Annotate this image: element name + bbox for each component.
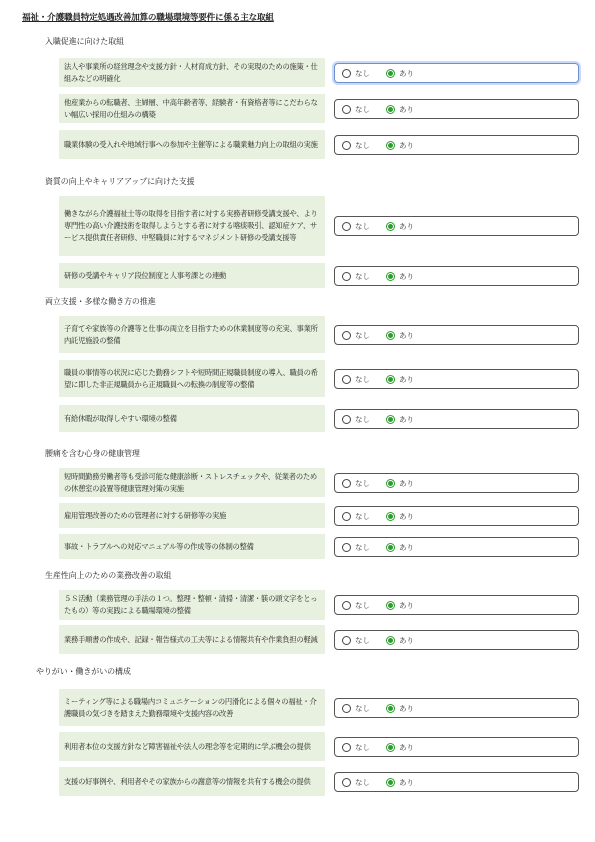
- question-label: 法人や事業所の経営理念や支援方針・人材育成方針、その実現のための施策・仕組みなどの明確化: [59, 58, 325, 87]
- radio-option-none[interactable]: [342, 414, 370, 425]
- radio-circle-icon[interactable]: [342, 479, 351, 488]
- radio-option-none[interactable]: [342, 374, 370, 385]
- radio-circle-icon[interactable]: [342, 141, 351, 150]
- radio-circle-icon[interactable]: [342, 543, 351, 552]
- radio-option-yes[interactable]: [386, 330, 414, 341]
- question-row: [59, 405, 579, 432]
- radio-label: なし: [355, 511, 370, 521]
- page-title: 福祉・介護職員特定処遇改善加算の職場環境等要件に係る主な取組: [22, 13, 274, 23]
- radio-option-none[interactable]: [342, 104, 370, 115]
- radio-option-none[interactable]: [342, 140, 370, 151]
- radio-circle-icon[interactable]: [386, 69, 395, 78]
- radio-label: なし: [355, 600, 370, 610]
- radio-circle-icon[interactable]: [386, 105, 395, 114]
- radio-option-none[interactable]: [342, 542, 370, 553]
- question-row: [59, 689, 579, 726]
- question-row: [59, 625, 579, 654]
- question-label: 事故・トラブルへの対応マニュアル等の作成等の体制の整備: [59, 534, 325, 559]
- radio-option-none[interactable]: [342, 600, 370, 611]
- question-row: [59, 732, 579, 761]
- radio-label: あり: [399, 542, 414, 552]
- question-label: 子育てや家族等の介護等と仕事の両立を目指すための休業制度等の充実、事業所内託児施設の整備: [59, 316, 325, 353]
- radio-label: あり: [399, 330, 414, 340]
- question-row: [59, 360, 579, 397]
- question-label: 雇用管理改善のための管理者に対する研修等の実施: [59, 503, 325, 528]
- radio-label: あり: [399, 742, 414, 752]
- radio-label: あり: [399, 271, 414, 281]
- radio-label: あり: [399, 777, 414, 787]
- radio-option-yes[interactable]: [386, 635, 414, 646]
- radio-circle-icon[interactable]: [342, 331, 351, 340]
- radio-option-yes[interactable]: [386, 478, 414, 489]
- question-row: [59, 130, 579, 159]
- radio-circle-icon[interactable]: [342, 636, 351, 645]
- radio-circle-icon[interactable]: [386, 743, 395, 752]
- radio-group: [334, 325, 579, 345]
- question-row: [59, 468, 579, 497]
- question-label: 研修の受講やキャリア段位制度と人事考課との連動: [59, 263, 325, 288]
- radio-option-none[interactable]: [342, 68, 370, 79]
- radio-option-yes[interactable]: [386, 414, 414, 425]
- radio-circle-icon[interactable]: [342, 222, 351, 231]
- radio-circle-icon[interactable]: [342, 601, 351, 610]
- radio-label: なし: [355, 374, 370, 384]
- question-row: [59, 316, 579, 353]
- radio-label: なし: [355, 635, 370, 645]
- radio-option-none[interactable]: [342, 703, 370, 714]
- radio-circle-icon[interactable]: [342, 743, 351, 752]
- radio-label: なし: [355, 104, 370, 114]
- radio-label: なし: [355, 68, 370, 78]
- question-row: [59, 196, 579, 256]
- radio-circle-icon[interactable]: [386, 415, 395, 424]
- radio-option-yes[interactable]: [386, 511, 414, 522]
- radio-circle-icon[interactable]: [386, 512, 395, 521]
- radio-label: あり: [399, 140, 414, 150]
- radio-label: なし: [355, 271, 370, 281]
- radio-label: なし: [355, 221, 370, 231]
- radio-option-yes[interactable]: [386, 221, 414, 232]
- radio-circle-icon[interactable]: [386, 479, 395, 488]
- question-row: [59, 534, 579, 559]
- radio-option-none[interactable]: [342, 330, 370, 341]
- radio-group: [334, 595, 579, 615]
- question-label: 利用者本位の支援方針など障害福祉や法人の理念等を定期的に学ぶ機会の提供: [59, 732, 325, 761]
- radio-label: あり: [399, 414, 414, 424]
- radio-option-yes[interactable]: [386, 271, 414, 282]
- radio-circle-icon[interactable]: [386, 141, 395, 150]
- radio-group: [334, 216, 579, 236]
- radio-group: [334, 369, 579, 389]
- radio-label: あり: [399, 600, 414, 610]
- radio-option-yes[interactable]: [386, 777, 414, 788]
- radio-group: [334, 473, 579, 493]
- radio-circle-icon[interactable]: [386, 704, 395, 713]
- question-label: 職業体験の受入れや地域行事への参加や主催等による職業魅力向上の取組の実施: [59, 130, 325, 159]
- question-label: 他産業からの転職者、主婦層、中高年齢者等、経験者・有資格者等にこだわらない幅広い採用の仕組みの構築: [59, 94, 325, 123]
- radio-circle-icon[interactable]: [342, 704, 351, 713]
- radio-label: あり: [399, 221, 414, 231]
- radio-circle-icon[interactable]: [342, 375, 351, 384]
- radio-label: なし: [355, 330, 370, 340]
- radio-circle-icon[interactable]: [386, 601, 395, 610]
- radio-label: あり: [399, 511, 414, 521]
- section-header: やりがい・働きがいの構成: [36, 667, 131, 676]
- radio-option-none[interactable]: [342, 271, 370, 282]
- radio-label: あり: [399, 703, 414, 713]
- radio-label: なし: [355, 742, 370, 752]
- radio-circle-icon[interactable]: [386, 331, 395, 340]
- radio-option-yes[interactable]: [386, 104, 414, 115]
- radio-group: [334, 506, 579, 526]
- section-header: 両立支援・多様な働き方の推進: [45, 297, 156, 306]
- radio-label: あり: [399, 104, 414, 114]
- question-row: [59, 58, 579, 87]
- question-label: 短時間勤務労働者等も受診可能な健康診断・ストレスチェックや、従業者のための休憩室の設置等健康管理対策の実施: [59, 468, 325, 497]
- radio-option-yes[interactable]: [386, 742, 414, 753]
- radio-option-none[interactable]: [342, 478, 370, 489]
- question-label: ５Ｓ活動（業務管理の手法の１つ。整理・整頓・清掃・清潔・躾の頭文字をとったもの）等の実践による職場環境の整備: [59, 590, 325, 620]
- radio-label: あり: [399, 478, 414, 488]
- radio-group: [334, 266, 579, 286]
- radio-group: [334, 537, 579, 557]
- radio-group: [334, 135, 579, 155]
- radio-group: [334, 63, 579, 83]
- radio-option-none[interactable]: [342, 777, 370, 788]
- radio-circle-icon[interactable]: [342, 778, 351, 787]
- question-row: [59, 767, 579, 796]
- radio-label: あり: [399, 635, 414, 645]
- section-header: 入職促進に向けた取組: [45, 37, 124, 46]
- radio-circle-icon[interactable]: [386, 375, 395, 384]
- radio-circle-icon[interactable]: [342, 512, 351, 521]
- radio-group: [334, 772, 579, 792]
- radio-circle-icon[interactable]: [342, 415, 351, 424]
- radio-label: なし: [355, 140, 370, 150]
- radio-option-yes[interactable]: [386, 703, 414, 714]
- radio-label: なし: [355, 414, 370, 424]
- radio-group: [334, 737, 579, 757]
- radio-circle-icon[interactable]: [386, 636, 395, 645]
- question-label: ミーティング等による職場内コミュニケーションの円滑化による個々の福祉・介護職員の気づきを踏まえた勤務環境や支援内容の改善: [59, 689, 325, 726]
- radio-option-none[interactable]: [342, 511, 370, 522]
- radio-option-yes[interactable]: [386, 140, 414, 151]
- radio-option-yes[interactable]: [386, 600, 414, 611]
- radio-circle-icon[interactable]: [342, 272, 351, 281]
- radio-group: [334, 99, 579, 119]
- radio-circle-icon[interactable]: [386, 222, 395, 231]
- question-row: [59, 263, 579, 288]
- section-header: 生産性向上のための業務改善の取組: [45, 571, 172, 580]
- radio-option-yes[interactable]: [386, 542, 414, 553]
- radio-label: なし: [355, 478, 370, 488]
- section-header: 資質の向上やキャリアアップに向けた支援: [45, 177, 195, 186]
- radio-circle-icon[interactable]: [342, 69, 351, 78]
- radio-group: [334, 698, 579, 718]
- radio-circle-icon[interactable]: [342, 105, 351, 114]
- radio-label: なし: [355, 703, 370, 713]
- question-label: 有給休暇が取得しやすい環境の整備: [59, 405, 325, 432]
- radio-option-yes[interactable]: [386, 374, 414, 385]
- radio-group: [334, 409, 579, 429]
- question-label: 業務手順書の作成や、記録・報告様式の工夫等による情報共有や作業負担の軽減: [59, 625, 325, 654]
- section-header: 腰痛を含む心身の健康管理: [45, 449, 140, 458]
- radio-label: あり: [399, 68, 414, 78]
- radio-circle-icon[interactable]: [386, 272, 395, 281]
- radio-label: なし: [355, 777, 370, 787]
- question-label: 支援の好事例や、利用者やその家族からの謝意等の情報を共有する機会の提供: [59, 767, 325, 796]
- radio-circle-icon[interactable]: [386, 543, 395, 552]
- radio-label: あり: [399, 374, 414, 384]
- radio-label: なし: [355, 542, 370, 552]
- radio-option-none[interactable]: [342, 635, 370, 646]
- radio-option-yes[interactable]: [386, 68, 414, 79]
- question-row: [59, 503, 579, 528]
- radio-group: [334, 630, 579, 650]
- question-row: [59, 94, 579, 123]
- radio-option-none[interactable]: [342, 742, 370, 753]
- radio-option-none[interactable]: [342, 221, 370, 232]
- question-row: [59, 590, 579, 620]
- question-label: 働きながら介護福祉士等の取得を目指す者に対する実務者研修受講支援や、より専門性の高い介護技術を取得しようとする者に対する喀痰吸引、認知症ケア、サービス提供責任者研修、中堅職員に対するマネジメント研修の受講支援等: [59, 196, 325, 256]
- radio-circle-icon[interactable]: [386, 778, 395, 787]
- question-label: 職員の事情等の状況に応じた勤務シフトや短時間正規職員制度の導入、職員の希望に即した非正規職員から正規職員への転換の制度等の整備: [59, 360, 325, 397]
